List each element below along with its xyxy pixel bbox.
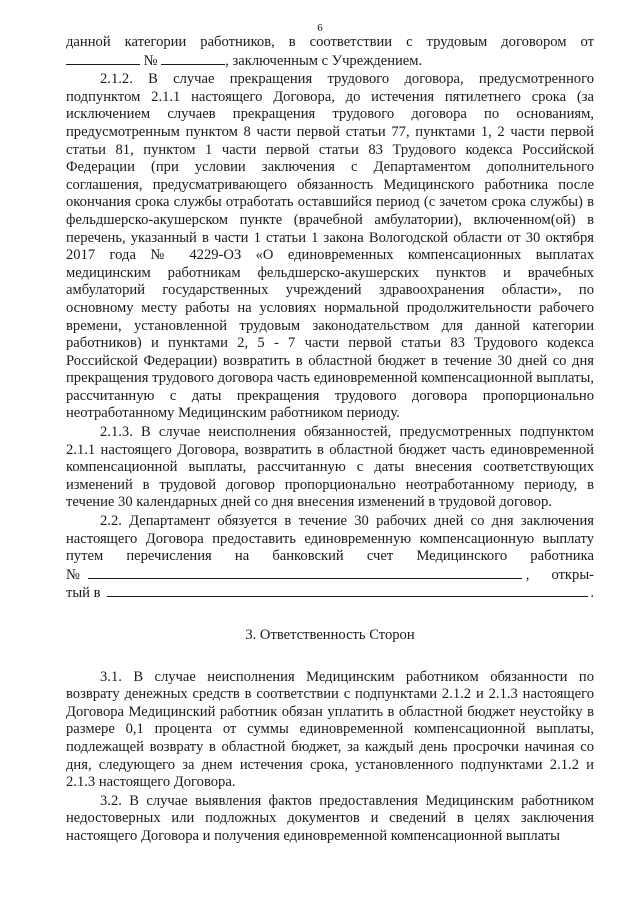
- word: откры-: [551, 566, 594, 583]
- paragraph-3-1: 3.1. В случае неисполнения Медицинским работником обязанности по возврату денежных средств в соответствии с подпунктами 2.1.2 и 2.1.3 настоящего Договора Медицинский работник обязан уплатить в областной бюджет неустойку в размере 0,1 процента от суммы единовременной компенсационной выплаты, подлежащей возврату в областной бюджет, за каждый день просрочки начиная со дня, следующего за днем истечения срока, установленного подпунктами 2.1.2 и 2.1.3 настоящего Договора.: [66, 668, 594, 791]
- number-sign: №: [66, 566, 80, 583]
- number-sign: №: [143, 52, 158, 69]
- account-number-line: [66, 566, 594, 585]
- paragraph-2-1-3: 2.1.3. В случае неисполнения обязанностей, предусмотренных подпунктом 2.1.1 настоящего Договора, возвратить в областной бюджет часть единовременной компенсационной выплаты, рассчитанную с даты внесения соответствующих изменений в трудовой договор пропорционально неотработанному периоду, в течение 30 календарных дней со дня внесения изменений в трудовой договор.: [66, 424, 594, 511]
- word: счет: [366, 548, 394, 565]
- comma: ,: [525, 566, 530, 583]
- page-number: 6: [317, 22, 323, 34]
- section-3-title: 3. Ответственность Сторон: [245, 627, 415, 643]
- word: перечисления: [126, 548, 212, 565]
- date-blank: [66, 52, 140, 65]
- paragraph-2-2-text: 2.2. Департамент обязуется в течение 30 рабочих дней со дня заключения настоящего Договора предоставить единовременную компенсационную выплату: [66, 513, 594, 547]
- paragraph-3-2: 3.2. В случае выявления фактов предоставления Медицинским работником недостоверных или подложных документов и сведений в целях заключения настоящего Договора и получения единовременной компенсационной выплаты: [66, 792, 594, 844]
- document-body: [66, 34, 594, 846]
- top-line-2-end: , заключенным с Учреждением.: [225, 52, 423, 69]
- word: Медицинского: [416, 548, 508, 565]
- word: тый в: [66, 585, 101, 602]
- paragraph-2-2-words: [66, 548, 594, 566]
- account-number-blank: [88, 566, 522, 579]
- top-line-2: [66, 52, 594, 71]
- word: банковский: [272, 548, 344, 565]
- paragraph-2-2: [66, 513, 594, 603]
- period: .: [590, 585, 594, 602]
- word: путем: [66, 548, 104, 565]
- top-line-1: данной категории работников, в соответствии с трудовым договором от: [66, 34, 594, 50]
- word: работника: [530, 548, 594, 565]
- bank-line: [66, 584, 594, 603]
- contract-number-blank: [161, 52, 225, 65]
- word: на: [234, 548, 250, 565]
- paragraph-2-1-2: 2.1.2. В случае прекращения трудового договора, предусмотренного подпунктом 2.1.1 настоящего Договора, до истечения пятилетнего срока (за исключением случаев прекращения трудового договора по основаниям, предусмотренным пунктом 8 части первой статьи 77, пунктами 1, 2 части первой статьи 81, пунктом 1 части первой статьи 83 Трудового кодекса Российской Федерации (при условии заключения с Департаментом дополнительного соглашения, предусматривающего обязанность Медицинского работника после окончания срока службы отработать оставшийся период (с зачетом срока службы) в фельдшерско-акушерском пункте (врачебной амбулатории), включенном(ой) в перечень, указанный в части 1 статьи 1 закона Вологодской области от 30 октября 2017 года № 4229-ОЗ «О единовременных компенсационных выплатах медицинским работникам фельдшерско-акушерских пунктов и врачебных амбулаторий государственных учреждений здравоохранения области», по основному месту работы на условиях нормальной продолжительности рабочего времени, установленной трудовым законодательством для данной категории работников) и пунктами 2, 5 - 7 части первой статьи 83 Трудового кодекса Российской Федерации) возвратить в областной бюджет в течение 30 дней со дня прекращения трудового договора часть единовременной компенсационной выплаты, рассчитанную с даты прекращения трудового договора пропорционально неотработанному Медицинским работником периоду.: [66, 71, 594, 422]
- bank-name-blank: [107, 584, 589, 597]
